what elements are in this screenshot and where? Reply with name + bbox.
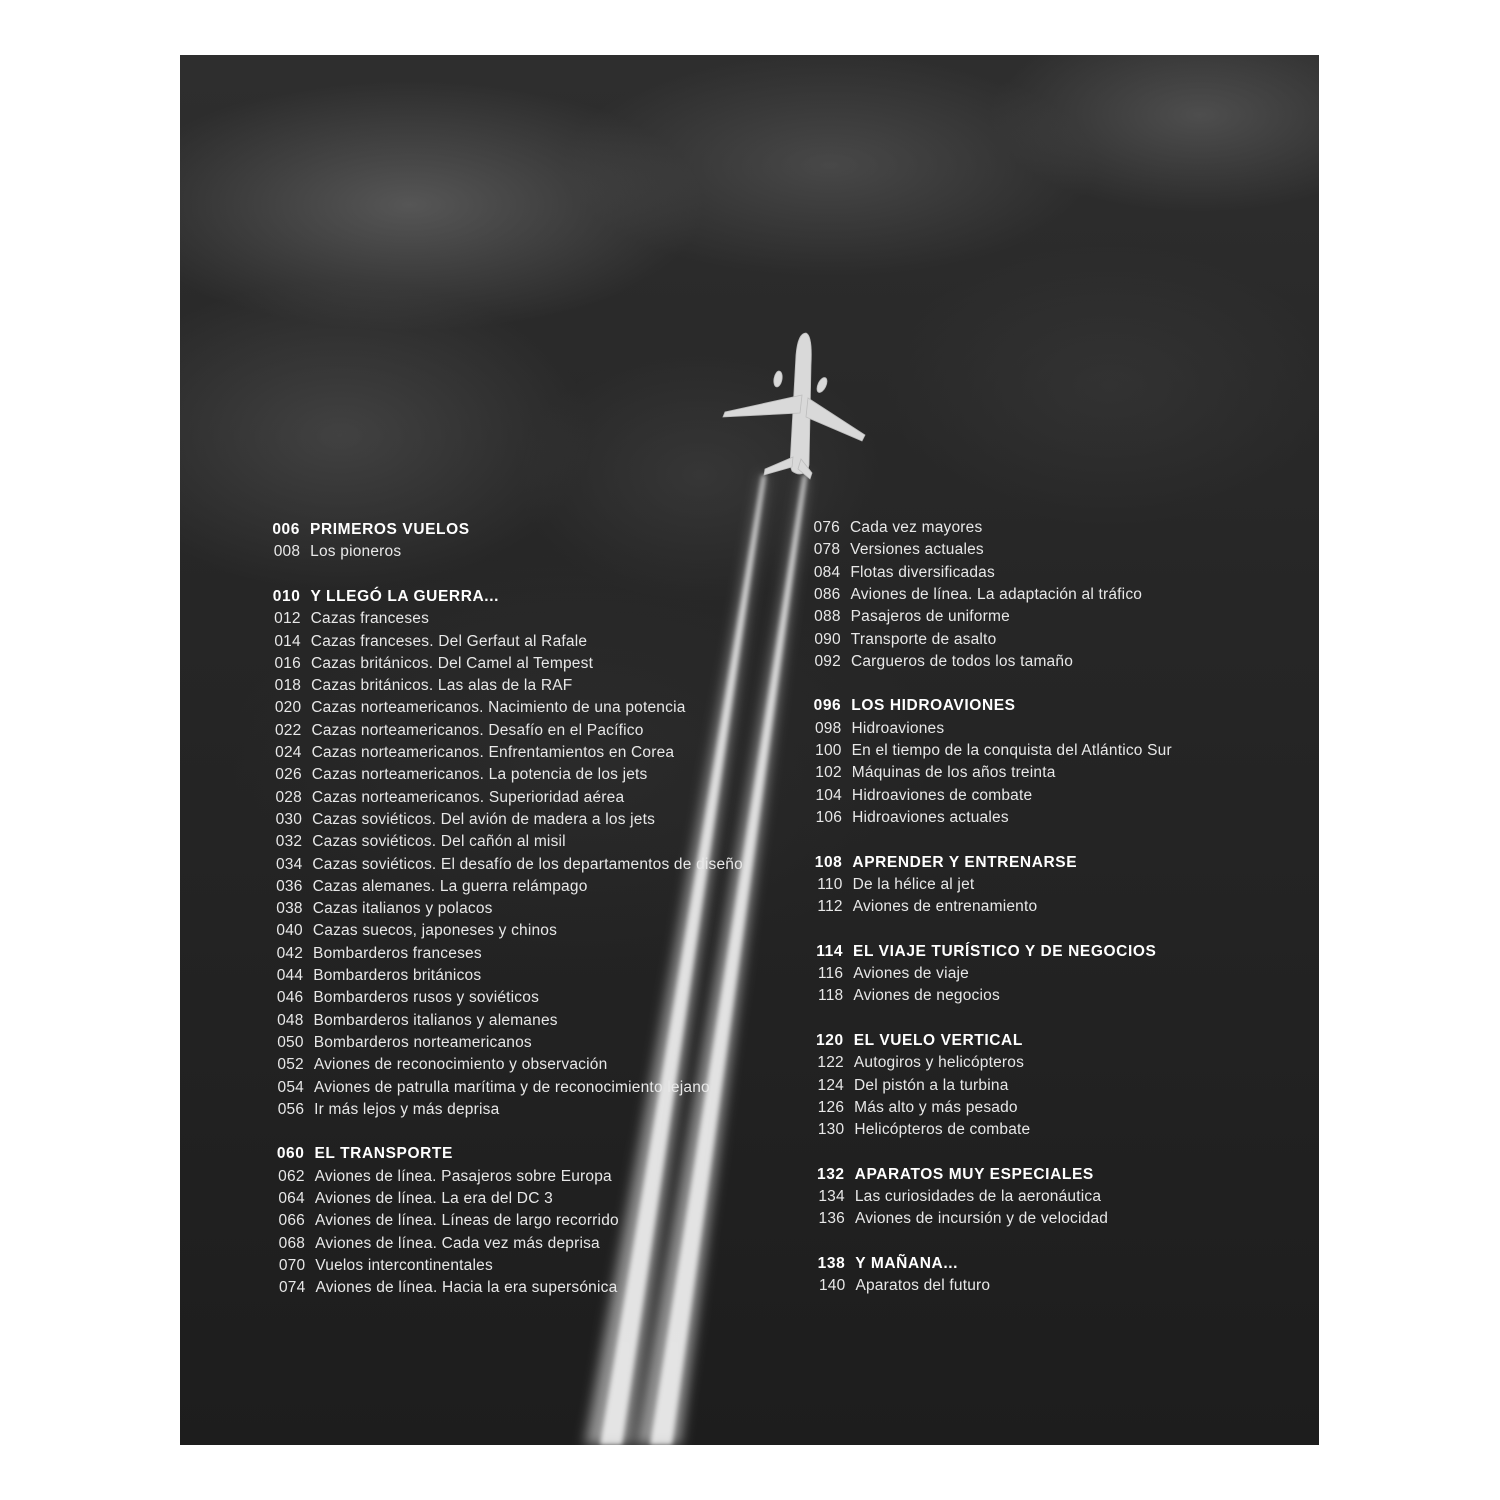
airplane-icon bbox=[723, 333, 865, 479]
toc-title: Cazas soviéticos. El desafío de los departamentos de diseño bbox=[312, 855, 743, 873]
toc-title: APARATOS MUY ESPECIALES bbox=[854, 1165, 1094, 1183]
toc-title: PRIMEROS VUELOS bbox=[310, 521, 470, 538]
toc-title: EL VUELO VERTICAL bbox=[853, 1031, 1023, 1049]
toc-page-number: 110 bbox=[817, 875, 843, 893]
toc-title: Aparatos del futuro bbox=[855, 1277, 991, 1295]
toc-title: Cazas norteamericanos. Enfrentamientos en Corea bbox=[311, 744, 675, 761]
toc-title: Aviones de línea. Cada vez más deprisa bbox=[315, 1234, 600, 1252]
toc-title: Cazas franceses bbox=[310, 610, 430, 628]
toc-page-number: 120 bbox=[816, 1031, 844, 1049]
toc-page-number: 008 bbox=[273, 543, 301, 561]
toc-title: Y MAÑANA... bbox=[855, 1254, 959, 1272]
toc-page-number: 022 bbox=[274, 721, 302, 739]
toc-title: Cazas británicos. Las alas de la RAF bbox=[311, 677, 573, 695]
toc-page-number: 052 bbox=[277, 1056, 304, 1074]
toc-title: Bombarderos franceses bbox=[313, 944, 482, 962]
toc-page-number: 086 bbox=[814, 585, 841, 603]
toc-title: Transporte de asalto bbox=[850, 630, 997, 648]
toc-page-number: 122 bbox=[817, 1054, 844, 1072]
toc-page-number: 068 bbox=[278, 1234, 306, 1252]
toc-title: Helicópteros de combate bbox=[854, 1121, 1031, 1139]
toc-page-number: 040 bbox=[276, 922, 303, 940]
toc-page-number: 010 bbox=[272, 587, 301, 605]
toc-title: Aviones de línea. La adaptación al tráfico bbox=[850, 585, 1143, 603]
toc-title: Autogiros y helicópteros bbox=[853, 1054, 1025, 1072]
toc-title: Del pistón a la turbina bbox=[854, 1076, 1009, 1094]
toc-page-number: 038 bbox=[276, 900, 303, 918]
toc-page-number: 044 bbox=[276, 967, 304, 984]
toc-title: Aviones de línea. La era del DC 3 bbox=[314, 1190, 553, 1207]
toc-title: Cazas norteamericanos. Nacimiento de una potencia bbox=[311, 699, 686, 717]
toc-page-number: 076 bbox=[813, 519, 840, 536]
toc-title: Flotas diversificadas bbox=[850, 563, 995, 581]
toc-page-number: 096 bbox=[813, 697, 842, 715]
toc-page-number: 042 bbox=[276, 944, 304, 962]
toc-page-number: 100 bbox=[815, 742, 842, 759]
toc-page-number: 116 bbox=[817, 965, 844, 982]
toc-page-number: 118 bbox=[818, 987, 844, 1005]
toc-title: Aviones de línea. Hacia la era supersónica bbox=[315, 1279, 618, 1297]
toc-title: EL VIAJE TURÍSTICO Y DE NEGOCIOS bbox=[853, 942, 1157, 960]
toc-page-number: 014 bbox=[274, 632, 301, 650]
toc-page-number: 026 bbox=[275, 766, 302, 784]
toc-page-number: 114 bbox=[816, 942, 844, 960]
toc-page-number: 098 bbox=[814, 719, 842, 737]
toc-page-number: 046 bbox=[276, 989, 304, 1007]
toc-title: Cazas norteamericanos. La potencia de los jets bbox=[311, 766, 648, 784]
toc-title: De la hélice al jet bbox=[852, 875, 975, 893]
toc-title: Aviones de negocios bbox=[853, 987, 1000, 1005]
toc-title: Hidroaviones bbox=[851, 719, 945, 737]
toc-title: Aviones de patrulla marítima y de reconocimiento lejano bbox=[314, 1078, 710, 1096]
toc-title: Cazas suecos, japoneses y chinos bbox=[312, 922, 558, 940]
toc-title: Ir más lejos y más deprisa bbox=[314, 1100, 500, 1118]
toc-title: Hidroaviones actuales bbox=[852, 808, 1009, 826]
toc-page-number: 084 bbox=[813, 563, 841, 581]
toc-title: Cazas franceses. Del Gerfaut al Rafale bbox=[310, 632, 588, 650]
toc-page-number: 078 bbox=[813, 541, 841, 559]
toc-page-number: 054 bbox=[277, 1078, 304, 1096]
toc-title: Cazas soviéticos. Del cañón al misil bbox=[312, 833, 566, 851]
toc-title: Aviones de viaje bbox=[853, 965, 969, 982]
toc-title: Cazas soviéticos. Del avión de madera a los jets bbox=[312, 810, 656, 828]
toc-title: Bombarderos británicos bbox=[313, 967, 482, 984]
toc-page-number: 108 bbox=[814, 853, 843, 871]
toc-title: Aviones de incursión y de velocidad bbox=[854, 1210, 1109, 1228]
toc-title: Aviones de reconocimiento y observación bbox=[313, 1056, 608, 1074]
toc-title: En el tiempo de la conquista del Atlántico Sur bbox=[851, 742, 1172, 759]
toc-title: LOS HIDROAVIONES bbox=[851, 697, 1016, 715]
toc-title: Cazas británicos. Del Camel al Tempest bbox=[310, 654, 594, 672]
toc-page-number: 102 bbox=[815, 764, 842, 782]
toc-page-number: 070 bbox=[278, 1256, 306, 1274]
toc-page-number: 112 bbox=[817, 898, 843, 916]
toc-page-number: 138 bbox=[817, 1254, 846, 1272]
toc-title: Bombarderos rusos y soviéticos bbox=[313, 989, 540, 1007]
toc-title: Cazas norteamericanos. Superioridad aérea bbox=[311, 788, 625, 806]
toc-page-number: 140 bbox=[818, 1277, 846, 1295]
toc-page-number: 124 bbox=[817, 1076, 844, 1094]
toc-title: Vuelos intercontinentales bbox=[315, 1256, 493, 1274]
toc-page-number: 012 bbox=[274, 610, 301, 628]
toc-page-number: 130 bbox=[817, 1121, 845, 1139]
toc-page-number: 134 bbox=[818, 1188, 845, 1205]
toc-title: Versiones actuales bbox=[850, 541, 984, 559]
toc-page-number: 104 bbox=[815, 786, 842, 804]
toc-title: Aviones de entrenamiento bbox=[852, 898, 1038, 916]
toc-title: Cazas italianos y polacos bbox=[312, 900, 493, 918]
toc-title: Y LLEGÓ LA GUERRA... bbox=[310, 587, 500, 605]
toc-page-number: 064 bbox=[278, 1190, 305, 1207]
toc-title: Cargueros de todos los tamaño bbox=[850, 652, 1074, 670]
toc-page-number: 066 bbox=[278, 1212, 305, 1230]
toc-page-number: 050 bbox=[277, 1033, 304, 1051]
toc-title: Más alto y más pesado bbox=[854, 1098, 1018, 1116]
toc-page-number: 126 bbox=[817, 1098, 845, 1116]
toc-title: EL TRANSPORTE bbox=[314, 1145, 453, 1163]
toc-page-number: 132 bbox=[816, 1165, 845, 1183]
toc-page-number: 032 bbox=[275, 833, 303, 851]
toc-page-number: 006 bbox=[272, 521, 300, 538]
toc-title: Los pioneros bbox=[310, 543, 402, 561]
toc-page-number: 048 bbox=[277, 1011, 304, 1029]
toc-title: Aviones de línea. Pasajeros sobre Europa bbox=[314, 1167, 612, 1185]
toc-page-number: 018 bbox=[274, 677, 302, 695]
toc-title: Máquinas de los años treinta bbox=[851, 764, 1056, 782]
toc-title: Aviones de línea. Líneas de largo recorrido bbox=[314, 1212, 619, 1230]
toc-title: Cazas norteamericanos. Desafío en el Pacífico bbox=[311, 721, 644, 739]
toc-page-number: 024 bbox=[275, 744, 302, 761]
toc-page-number: 136 bbox=[818, 1210, 845, 1228]
toc-page-number: 030 bbox=[275, 810, 303, 828]
toc-title: Bombarderos italianos y alemanes bbox=[313, 1011, 558, 1029]
toc-title: Pasajeros de uniforme bbox=[850, 608, 1010, 626]
toc-page-number: 090 bbox=[814, 630, 841, 648]
toc-page-number: 028 bbox=[275, 788, 302, 806]
toc-title: APRENDER Y ENTRENARSE bbox=[852, 853, 1078, 871]
toc-page-number: 034 bbox=[275, 855, 303, 873]
toc-title: Cazas alemanes. La guerra relámpago bbox=[312, 877, 588, 895]
contents-page bbox=[180, 55, 1319, 1445]
toc-page-number: 056 bbox=[277, 1100, 305, 1118]
toc-page-number: 062 bbox=[278, 1167, 305, 1185]
toc-title: Bombarderos norteamericanos bbox=[313, 1033, 532, 1051]
toc-page-number: 106 bbox=[815, 808, 843, 826]
toc-page-number: 016 bbox=[274, 654, 301, 672]
toc-page-number: 060 bbox=[276, 1145, 305, 1163]
toc-title: Cada vez mayores bbox=[850, 519, 983, 536]
toc-page-number: 074 bbox=[278, 1279, 306, 1297]
toc-title: Hidroaviones de combate bbox=[851, 786, 1033, 804]
toc-page-number: 092 bbox=[814, 652, 841, 670]
toc-title: Las curiosidades de la aeronáutica bbox=[854, 1188, 1102, 1205]
toc-page-number: 088 bbox=[814, 608, 841, 626]
toc-page-number: 020 bbox=[274, 699, 302, 717]
toc-page-number: 036 bbox=[276, 877, 303, 895]
